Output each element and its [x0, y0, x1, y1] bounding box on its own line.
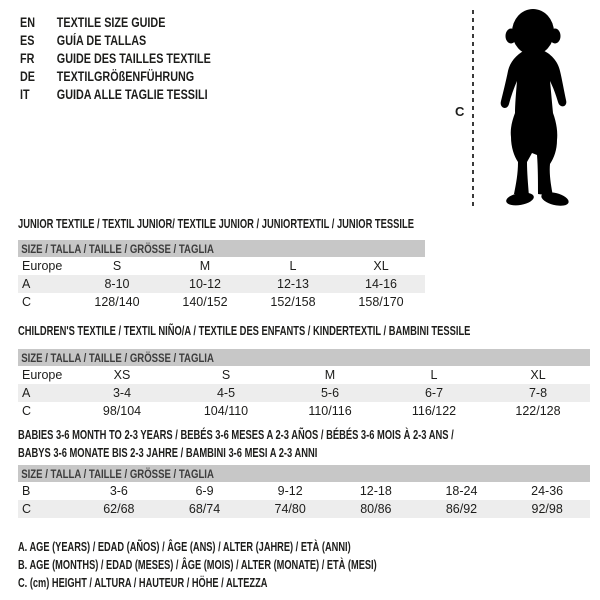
section-heading-children — [18, 322, 470, 340]
legend-line-b: B. AGE (MONTHS) / EDAD (MESES) / ÂGE (MOIS) / ALTER (MONATE) / ETÀ (MESI) — [18, 558, 377, 572]
cell: 122/128 — [515, 404, 561, 418]
cell: XS — [113, 368, 131, 382]
cell: 104/110 — [203, 404, 249, 418]
cell: 140/152 — [182, 295, 228, 309]
size-table-header-label: SIZE / TALLA / TAILLE / GRÖSSE / TAGLIA — [21, 241, 214, 256]
heading-line: BABIES 3-6 MONTH TO 2-3 YEARS / BEBÉS 3-6 MESES A 2-3 AÑOS / BÉBÉS 3-6 MOIS À 2-3 ANS / — [18, 427, 454, 442]
language-row-it — [20, 85, 211, 103]
cell: 128/140 — [94, 295, 140, 309]
language-code: FR — [20, 50, 35, 66]
table-row — [18, 482, 590, 500]
heading-line: JUNIOR TEXTILE / TEXTIL JUNIOR/ TEXTILE JUNIOR / JUNIORTEXTIL / JUNIOR TESSILE — [18, 216, 414, 231]
legend-line-c: C. (cm) HEIGHT / ALTURA / HAUTEUR / HÖHE / ALTEZZA — [18, 576, 268, 590]
cell: 158/170 — [358, 295, 404, 309]
cell: 80/86 — [333, 500, 419, 518]
cell: S — [221, 368, 231, 382]
language-title: GUIDA ALLE TAGLIE TESSILI — [56, 86, 208, 102]
row-label: B — [22, 484, 31, 498]
cell: 74/80 — [247, 500, 333, 518]
language-code: IT — [20, 86, 30, 102]
cell: 9-12 — [277, 484, 303, 498]
size-table-children — [18, 349, 590, 420]
cell: 92/98 — [504, 500, 590, 518]
row-label: A — [18, 275, 73, 293]
toddler-silhouette-icon — [479, 5, 591, 211]
language-title-list — [20, 13, 259, 103]
cell: 3-4 — [70, 384, 174, 402]
language-code: ES — [20, 32, 35, 48]
cell: XL — [373, 259, 389, 273]
cell: 12-13 — [249, 275, 337, 293]
row-label: C — [22, 295, 32, 309]
cell: XL — [530, 368, 546, 382]
table-row — [18, 402, 590, 420]
cell: M — [199, 259, 211, 273]
row-label: Europe — [22, 368, 63, 382]
language-code: DE — [20, 68, 36, 84]
cell: M — [324, 368, 336, 382]
size-table-header-bar — [18, 349, 590, 366]
cell: 10-12 — [161, 275, 249, 293]
table-row — [18, 257, 425, 275]
cell: 3-6 — [109, 484, 128, 498]
size-table-header-bar — [18, 465, 590, 482]
row-label: C — [22, 404, 32, 418]
language-row-en — [20, 13, 211, 31]
cell: 152/158 — [270, 295, 316, 309]
table-row — [18, 275, 425, 293]
section-heading-junior — [18, 215, 414, 233]
language-title: TEXTILE SIZE GUIDE — [56, 14, 166, 30]
cell: 62/68 — [76, 500, 162, 518]
cell: 8-10 — [73, 275, 161, 293]
cell: 116/122 — [411, 404, 457, 418]
measurement-legend — [18, 538, 503, 592]
table-row — [18, 366, 590, 384]
cell: 12-18 — [359, 484, 392, 498]
language-code: EN — [20, 14, 36, 30]
table-row — [18, 384, 590, 402]
cell: 14-16 — [337, 275, 425, 293]
language-title: GUIDE DES TAILLES TEXTILE — [56, 50, 211, 66]
language-title: GUÍA DE TALLAS — [56, 32, 147, 48]
language-row-fr — [20, 49, 211, 67]
cell: 7-8 — [486, 384, 590, 402]
row-label: Europe — [22, 259, 63, 273]
cell: 68/74 — [162, 500, 248, 518]
language-row-de — [20, 67, 211, 85]
cell: 98/104 — [102, 404, 142, 418]
heading-line: CHILDREN'S TEXTILE / TEXTIL NIÑO/A / TEXTILE DES ENFANTS / KINDERTEXTIL / BAMBINI TESSILE — [18, 323, 471, 338]
height-measure-dashed-line — [472, 10, 474, 206]
table-row — [18, 293, 425, 311]
size-table-babies — [18, 465, 590, 518]
row-label: A — [18, 384, 70, 402]
language-title: TEXTILGRÖßENFÜHRUNG — [56, 68, 195, 84]
cell: 6-7 — [382, 384, 486, 402]
size-table-header-label: SIZE / TALLA / TAILLE / GRÖSSE / TAGLIA — [21, 466, 214, 481]
height-measure-label: C — [455, 104, 465, 119]
cell: 110/116 — [308, 404, 352, 418]
cell: 24-36 — [531, 484, 564, 498]
language-row-es — [20, 31, 211, 49]
cell: S — [112, 259, 122, 273]
table-row — [18, 500, 590, 518]
size-table-header-label: SIZE / TALLA / TAILLE / GRÖSSE / TAGLIA — [21, 350, 214, 365]
cell: L — [430, 368, 438, 382]
cell: 86/92 — [419, 500, 505, 518]
size-table-header-bar — [18, 240, 425, 257]
size-table-junior — [18, 240, 425, 311]
section-heading-babies — [18, 426, 454, 462]
cell: 4-5 — [174, 384, 278, 402]
row-label: C — [18, 500, 76, 518]
legend-line-a: A. AGE (YEARS) / EDAD (AÑOS) / ÂGE (ANS) / ALTER (JAHRE) / ETÀ (ANNI) — [18, 540, 351, 554]
cell: 18-24 — [445, 484, 478, 498]
cell: L — [289, 259, 297, 273]
cell: 5-6 — [278, 384, 382, 402]
cell: 6-9 — [195, 484, 214, 498]
heading-line: BABYS 3-6 MONATE BIS 2-3 JAHRE / BAMBINI 3-6 MESI A 2-3 ANNI — [18, 445, 318, 460]
